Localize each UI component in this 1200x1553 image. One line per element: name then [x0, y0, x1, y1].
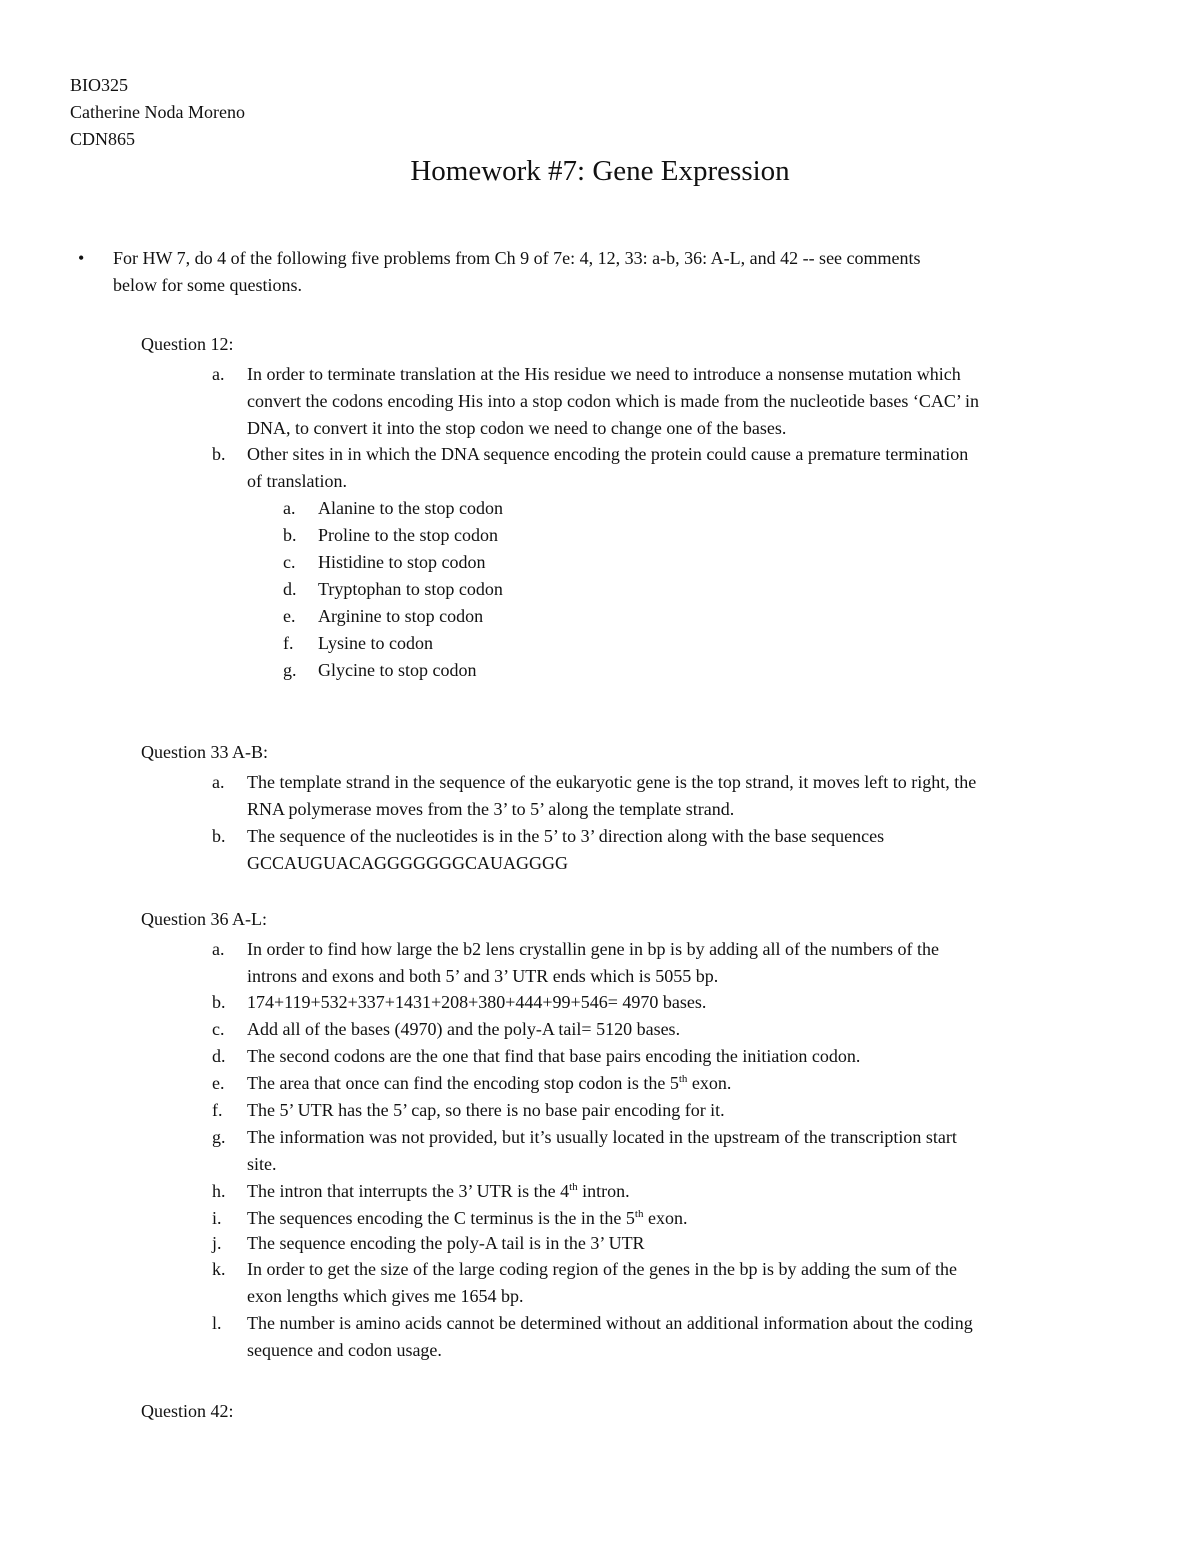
q36-e-label: e.	[212, 1073, 225, 1093]
q12-b-sub-b-label: b.	[283, 525, 297, 545]
q33-b-line-1: The sequence of the nucleotides is in the 5’ to 3’ direction along with the base sequences	[247, 826, 885, 846]
q36-c-text: Add all of the bases (4970) and the poly-A tail= 5120 bases.	[247, 1019, 681, 1039]
q33-b-label: b.	[212, 826, 226, 846]
q36-i-text	[247, 1205, 687, 1231]
q36-e-post: exon.	[687, 1073, 732, 1093]
q12-a-line-2: convert the codons encoding His into a stop codon which is made from the nucleotide bases ‘CAC’ in	[247, 391, 980, 411]
q36-g-line-2: site.	[247, 1154, 277, 1174]
q36-l-label: l.	[212, 1313, 222, 1333]
page-title: Homework #7: Gene Expression	[410, 155, 790, 187]
q36-b-label: b.	[212, 992, 226, 1012]
q12-a-line-3: DNA, to convert it into the stop codon we need to change one of the bases.	[247, 418, 787, 438]
q12-b-sub-b-text: Proline to the stop codon	[318, 525, 498, 545]
q36-l-line-1: The number is amino acids cannot be determined without an additional information about the coding	[247, 1313, 973, 1333]
question-33-heading: Question 33 A-B:	[141, 742, 269, 762]
q12-b-sub-d-text: Tryptophan to stop codon	[318, 579, 503, 599]
q36-b-text: 174+119+532+337+1431+208+380+444+99+546= 4970 bases.	[247, 992, 707, 1012]
q36-h-pre: The intron that interrupts the 3’ UTR is the 4	[247, 1181, 570, 1201]
q12-b-sub-e-label: e.	[283, 606, 296, 626]
question-42-heading: Question 42:	[141, 1401, 234, 1421]
student-id: CDN865	[70, 129, 136, 149]
q36-j-label: j.	[212, 1233, 222, 1253]
q33-a-line-1: The template strand in the sequence of the eukaryotic gene is the top strand, it moves left to right, the	[247, 772, 977, 792]
q12-a-label: a.	[212, 364, 225, 384]
q36-i-label: i.	[212, 1208, 222, 1228]
q36-h-text	[247, 1178, 630, 1204]
q36-g-label: g.	[212, 1127, 226, 1147]
q36-k-label: k.	[212, 1259, 226, 1279]
q12-b-sub-g-text: Glycine to stop codon	[318, 660, 477, 680]
q36-e-text	[247, 1070, 731, 1096]
q36-k-line-1: In order to get the size of the large coding region of the genes in the bp is by adding the sum of the	[247, 1259, 957, 1279]
q36-a-line-2: introns and exons and both 5’ and 3’ UTR ends which is 5055 bp.	[247, 966, 719, 986]
q12-b-sub-c-label: c.	[283, 552, 296, 572]
q33-a-label: a.	[212, 772, 225, 792]
q36-f-text: The 5’ UTR has the 5’ cap, so there is no base pair encoding for it.	[247, 1100, 725, 1120]
course-code: BIO325	[70, 75, 128, 95]
question-12-heading: Question 12:	[141, 334, 234, 354]
q12-b-line-2: of translation.	[247, 471, 347, 491]
q12-b-sub-e-text: Arginine to stop codon	[318, 606, 484, 626]
q36-h-sup: th	[569, 1181, 578, 1193]
q36-a-label: a.	[212, 939, 225, 959]
q12-b-sub-a-label: a.	[283, 498, 296, 518]
q36-d-label: d.	[212, 1046, 226, 1066]
q36-i-pre: The sequences encoding the C terminus is the in the 5	[247, 1208, 635, 1228]
q36-g-line-1: The information was not provided, but it’s usually located in the upstream of the transcription start	[247, 1127, 957, 1147]
q12-b-sub-c-text: Histidine to stop codon	[318, 552, 486, 572]
q36-i-post: exon.	[643, 1208, 688, 1228]
q36-e-sup: th	[678, 1073, 688, 1085]
q33-b-sequence: GCCAUGUACAGGGGGGGCAUAGGGG	[247, 853, 569, 873]
instructions-line-2: below for some questions.	[113, 275, 302, 295]
q12-b-sub-d-label: d.	[283, 579, 297, 599]
q36-a-line-1: In order to find how large the b2 lens crystallin gene in bp is by adding all of the numbers of the	[247, 939, 940, 959]
q36-f-label: f.	[212, 1100, 223, 1120]
q12-b-sub-f-text: Lysine to codon	[318, 633, 433, 653]
instructions-line-1: For HW 7, do 4 of the following five problems from Ch 9 of 7e: 4, 12, 33: a-b, 36: A-L, and 42 -- see comments	[113, 248, 921, 268]
q36-d-text: The second codons are the one that find that base pairs encoding the initiation codon.	[247, 1046, 861, 1066]
q12-b-line-1: Other sites in in which the DNA sequence encoding the protein could cause a premature termination	[247, 444, 969, 464]
q36-j-text: The sequence encoding the poly-A tail is in the 3’ UTR	[247, 1233, 645, 1253]
q12-a-line-1: In order to terminate translation at the His residue we need to introduce a nonsense mutation which	[247, 364, 961, 384]
q33-a-line-2: RNA polymerase moves from the 3’ to 5’ along the template strand.	[247, 799, 735, 819]
q36-c-label: c.	[212, 1019, 225, 1039]
question-36-heading: Question 36 A-L:	[141, 909, 267, 929]
q36-e-pre: The area that once can find the encoding stop codon is the 5	[247, 1073, 679, 1093]
bullet-icon: •	[78, 248, 85, 268]
q36-i-sup: th	[634, 1208, 644, 1220]
q12-b-sub-f-label: f.	[283, 633, 294, 653]
q36-h-label: h.	[212, 1181, 226, 1201]
q12-b-sub-a-text: Alanine to the stop codon	[318, 498, 503, 518]
q36-l-line-2: sequence and codon usage.	[247, 1340, 442, 1360]
q12-b-label: b.	[212, 444, 226, 464]
student-name: Catherine Noda Moreno	[70, 102, 245, 122]
q36-h-post: intron.	[577, 1181, 630, 1201]
q12-b-sub-g-label: g.	[283, 660, 297, 680]
q36-k-line-2: exon lengths which gives me 1654 bp.	[247, 1286, 524, 1306]
